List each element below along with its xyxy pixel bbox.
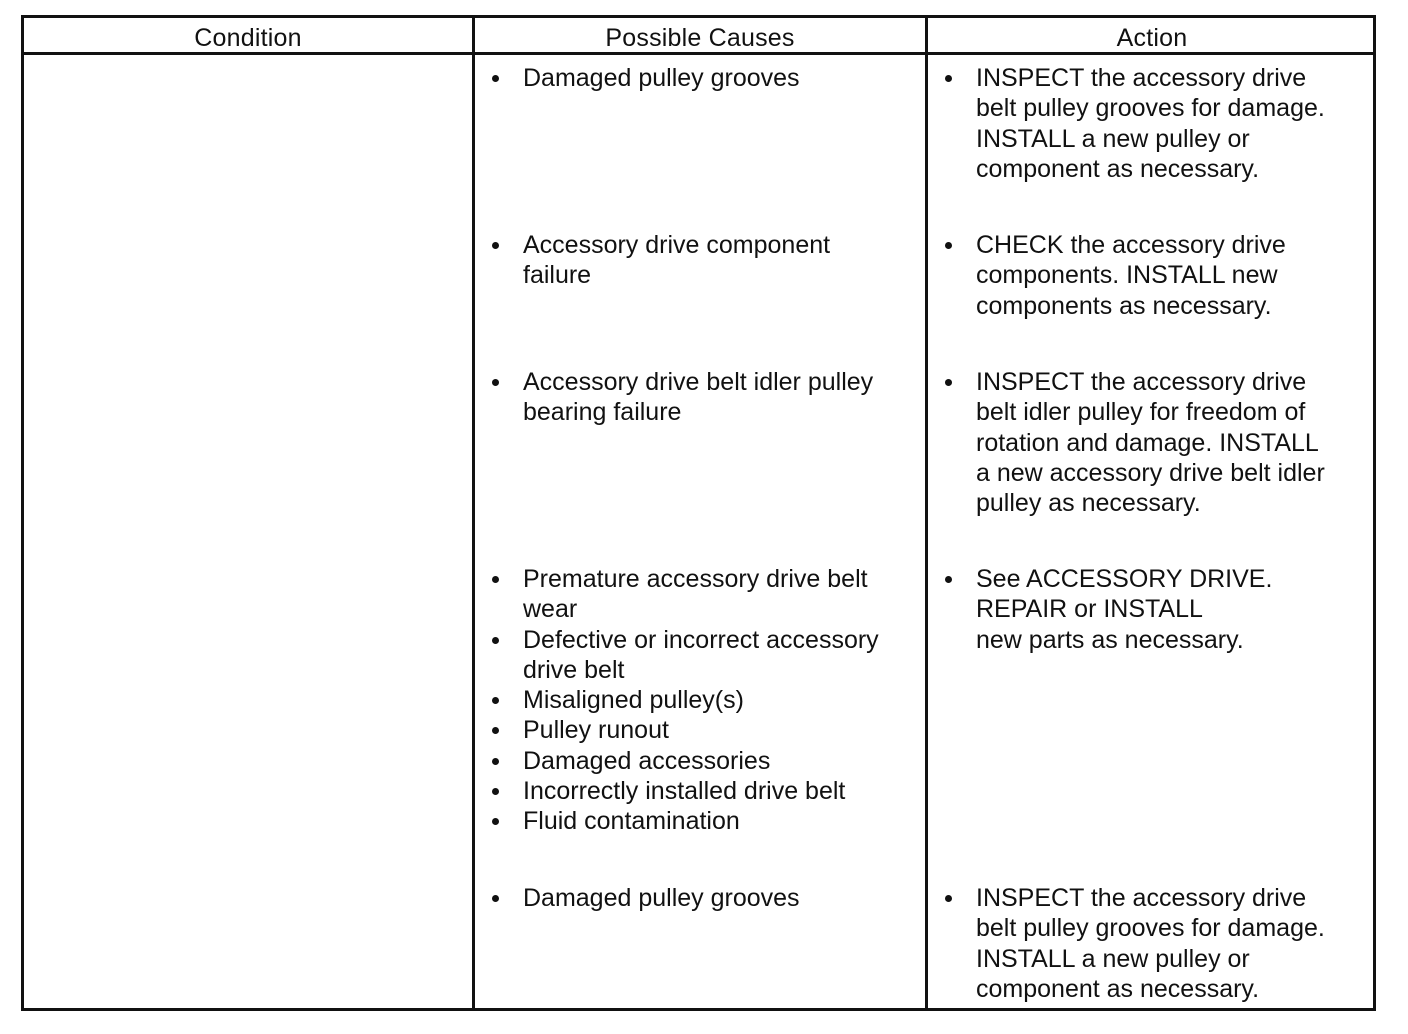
action-text: components. INSTALL new	[976, 261, 1278, 290]
cause-item	[490, 746, 879, 776]
cause-item	[490, 564, 879, 625]
cause-text: failure	[523, 261, 592, 290]
action-item	[943, 883, 1325, 1004]
cause-text: drive belt	[523, 655, 625, 684]
cause-item	[490, 776, 879, 806]
header-divider	[24, 52, 1373, 55]
column-divider-1	[472, 18, 475, 1008]
action-text: See ACCESSORY DRIVE.	[976, 565, 1273, 593]
row-3-action	[943, 367, 1325, 518]
cause-text: Damaged pulley grooves	[523, 64, 800, 92]
action-text: INSTALL a new pulley or	[976, 944, 1250, 973]
action-item	[943, 230, 1286, 321]
action-text: INSPECT the accessory drive	[976, 368, 1307, 396]
action-text: belt pulley grooves for damage.	[976, 914, 1325, 943]
row-4-causes	[490, 564, 879, 837]
cause-text: Accessory drive component	[523, 231, 831, 259]
action-item	[943, 63, 1325, 184]
action-text: REPAIR or INSTALL	[976, 595, 1203, 624]
cause-text: Fluid contamination	[523, 807, 740, 836]
action-text: component as necessary.	[976, 154, 1260, 183]
action-text: belt pulley grooves for damage.	[976, 94, 1325, 123]
action-text: new parts as necessary.	[976, 625, 1244, 654]
header-possible-causes: Possible Causes	[605, 24, 795, 52]
row-2-action	[943, 230, 1286, 321]
action-text: INSTALL a new pulley or	[976, 124, 1250, 153]
action-text: a new accessory drive belt idler	[976, 458, 1325, 487]
cause-item	[490, 883, 800, 913]
action-text: pulley as necessary.	[976, 489, 1201, 518]
cause-text: Pulley runout	[523, 716, 669, 745]
row-3-causes	[490, 367, 873, 428]
action-item	[943, 367, 1325, 518]
action-text: rotation and damage. INSTALL	[976, 428, 1319, 457]
action-item	[943, 564, 1272, 655]
row-1-action	[943, 63, 1325, 184]
cause-item	[490, 685, 879, 715]
action-text: components as necessary.	[976, 291, 1272, 320]
row-4-action	[943, 564, 1272, 655]
cause-text: Defective or incorrect accessory	[523, 625, 879, 654]
cause-text: Incorrectly installed drive belt	[523, 777, 846, 806]
cause-text: bearing failure	[523, 398, 682, 427]
cause-text: Premature accessory drive belt	[523, 565, 868, 593]
action-text: INSPECT the accessory drive	[976, 64, 1307, 92]
cause-text: wear	[523, 595, 578, 624]
cause-text: Accessory drive belt idler pulley	[523, 368, 874, 396]
cause-text: Misaligned pulley(s)	[523, 686, 744, 715]
cause-item	[490, 806, 879, 836]
cause-item	[490, 230, 830, 291]
action-text: belt idler pulley for freedom of	[976, 398, 1306, 427]
cause-text: Damaged accessories	[523, 746, 771, 775]
cause-item	[490, 625, 879, 686]
action-text: component as necessary.	[976, 974, 1260, 1003]
action-text: INSPECT the accessory drive	[976, 884, 1307, 912]
row-5-causes	[490, 883, 800, 913]
cause-item	[490, 715, 879, 745]
cause-item	[490, 367, 873, 428]
row-2-causes	[490, 230, 830, 291]
row-1-causes	[490, 63, 800, 93]
column-divider-2	[925, 18, 928, 1008]
cause-item	[490, 63, 800, 93]
row-5-action	[943, 883, 1325, 1004]
diagnosis-table	[21, 15, 1376, 1011]
cause-text: Damaged pulley grooves	[523, 884, 800, 912]
header-action: Action	[1116, 24, 1188, 52]
action-text: CHECK the accessory drive	[976, 231, 1286, 259]
header-condition: Condition	[194, 24, 302, 52]
